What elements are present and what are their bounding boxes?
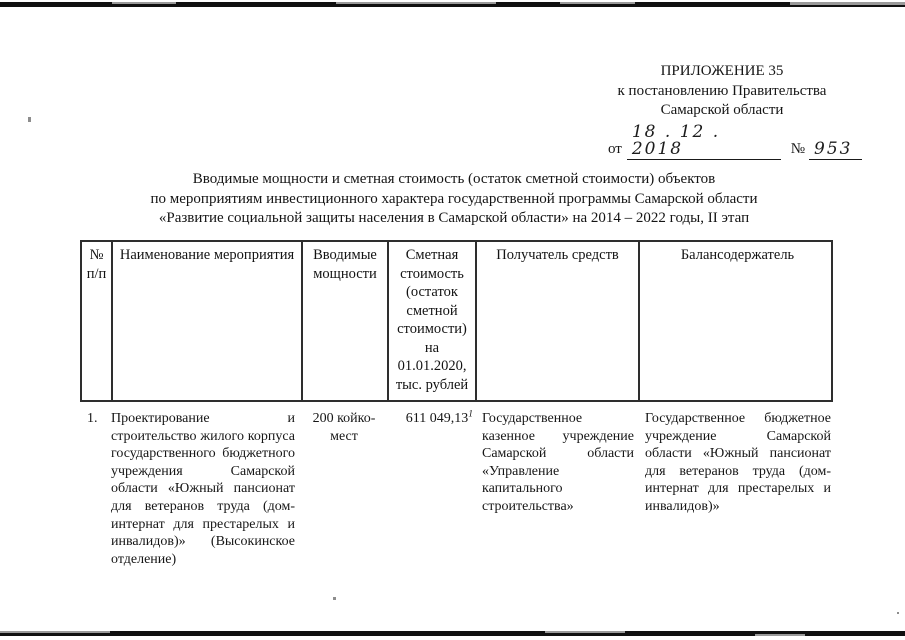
scan-speck <box>28 117 31 122</box>
cell-capacity: 200 койко-мест <box>312 411 376 444</box>
scan-artifact <box>112 2 176 4</box>
col-header-balance: Балансодержатель <box>680 247 795 263</box>
scan-speck <box>333 597 336 600</box>
appendix-subtitle-1: к постановлению Правительства <box>617 82 827 99</box>
scan-artifact <box>755 634 805 636</box>
date-number-line <box>582 121 862 160</box>
scan-artifact <box>0 631 110 633</box>
title-line-2: по мероприятиям инвестиционного характера государственной программы Самарской области <box>150 190 758 207</box>
document-title <box>48 170 860 229</box>
appendix-header <box>582 62 862 160</box>
handwritten-date: 18 . 12 . 2018 <box>627 124 781 160</box>
scan-artifact <box>560 2 635 4</box>
col-header-name: Наименование мероприятия <box>113 242 303 400</box>
appendix-title: ПРИЛОЖЕНИЕ 35 <box>660 63 784 79</box>
table-row <box>80 402 833 568</box>
title-line-1: Вводимые мощности и сметная стоимость (остаток сметной стоимости) объектов <box>192 171 716 187</box>
cell-balance-holder: Государственное бюджетное учреждение Самарской области «Южный пансионат для ветеранов труда (дом-интернат для престарелых и инвалидов)» <box>645 411 831 514</box>
footnote-marker: 1 <box>468 409 473 420</box>
measures-table <box>80 240 833 568</box>
cost-value: 611 049,13 <box>405 411 469 426</box>
cell-cost <box>387 410 475 568</box>
cell-row-number: 1. <box>87 411 98 426</box>
cell-recipient: Государственное казенное учреждение Самарской области «Управление капитального строительства» <box>482 411 634 514</box>
col-header-cost: Сметная стоимость (остаток сметной стоимости) на 01.01.2020, тыс. рублей <box>389 242 477 400</box>
scan-edge-bottom <box>0 631 905 636</box>
col-header-num: № п/п <box>82 242 113 400</box>
scan-speck <box>897 612 899 614</box>
scan-artifact <box>336 2 496 4</box>
table-header-row <box>80 240 833 402</box>
col-header-capacity: Вводимые мощности <box>303 242 389 400</box>
scan-artifact <box>545 631 625 633</box>
title-line-3: «Развитие социальной защиты населения в Самарской области» на 2014 – 2022 годы, II этап <box>158 210 750 226</box>
number-sign-label: № <box>790 141 805 157</box>
date-prefix-label: от <box>608 141 622 157</box>
col-header-recipient: Получатель средств <box>477 242 640 400</box>
scan-artifact <box>790 2 905 5</box>
handwritten-number: 953 <box>809 141 862 160</box>
cell-measure-name: Проектирование и строительство жилого корпуса государственного бюджетного учреждения Самарской области «Южный пансионат для ветеранов труда (дом-интернат для престарелых и инвалидов)» (Высокинское отделение) <box>111 411 295 567</box>
scan-edge-top <box>0 2 905 7</box>
appendix-subtitle-2: Самарской области <box>660 102 784 118</box>
